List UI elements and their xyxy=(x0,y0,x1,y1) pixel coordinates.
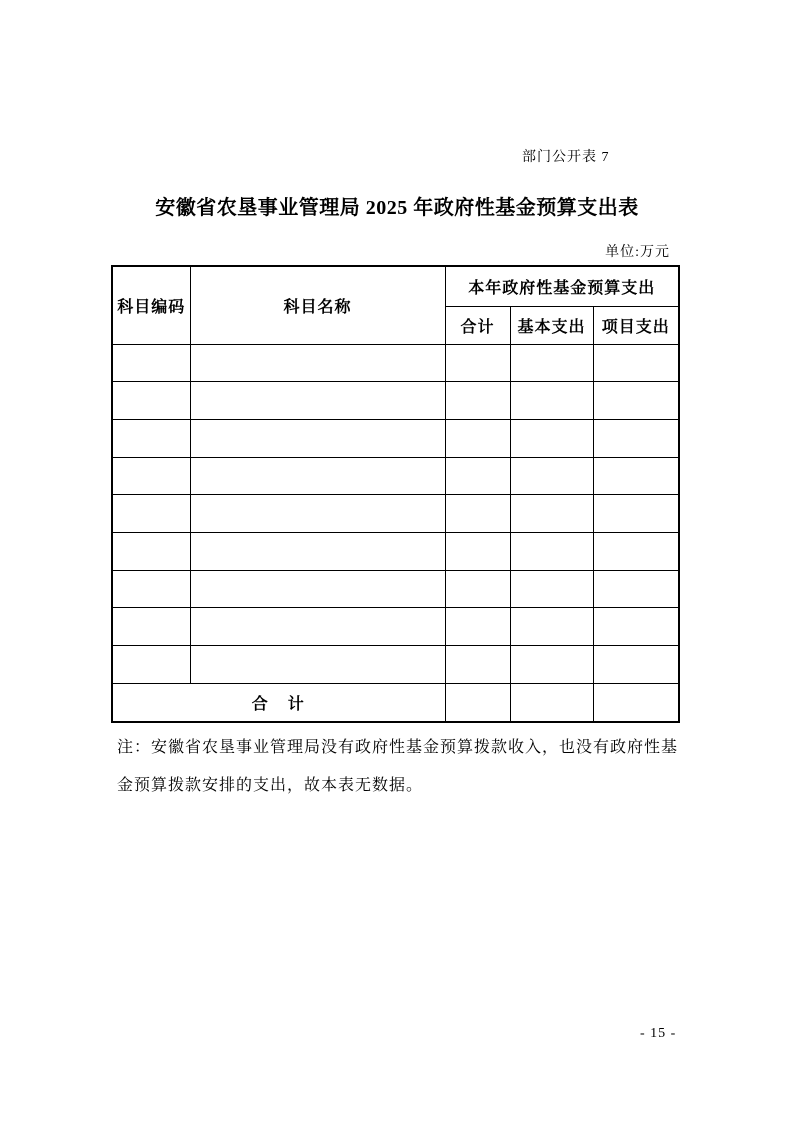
table-header-row xyxy=(112,266,679,306)
table-cell xyxy=(190,532,445,570)
unit-label: 单位:万元 xyxy=(605,245,670,260)
table-cell xyxy=(593,570,679,608)
table-cell xyxy=(445,646,510,684)
table-row xyxy=(112,646,679,684)
table-cell xyxy=(190,457,445,495)
corner-table-label: 部门公开表 7 xyxy=(522,150,610,165)
total-row-label: 合 计 xyxy=(112,683,445,722)
table-cell xyxy=(445,495,510,533)
table-cell xyxy=(510,382,593,420)
page-title: 安徽省农垦事业管理局 2025 年政府性基金预算支出表 xyxy=(155,197,639,219)
table-row xyxy=(112,419,679,457)
table-cell xyxy=(190,608,445,646)
total-row xyxy=(112,683,679,722)
table-row xyxy=(112,344,679,382)
table-cell xyxy=(445,457,510,495)
header-total: 合计 xyxy=(445,306,510,344)
table-cell xyxy=(510,646,593,684)
table-row xyxy=(112,457,679,495)
table-cell xyxy=(445,382,510,420)
header-subject-code: 科目编码 xyxy=(112,266,190,344)
table-cell xyxy=(190,646,445,684)
table-cell xyxy=(445,608,510,646)
table-cell xyxy=(112,419,190,457)
table-cell xyxy=(112,457,190,495)
header-basic-expenditure: 基本支出 xyxy=(510,306,593,344)
table-cell xyxy=(445,344,510,382)
table-cell xyxy=(112,495,190,533)
page-number: - 15 - xyxy=(640,1026,677,1041)
table-cell xyxy=(445,419,510,457)
table-cell xyxy=(190,382,445,420)
table-cell xyxy=(593,646,679,684)
table-cell xyxy=(190,495,445,533)
table-row xyxy=(112,495,679,533)
table-cell xyxy=(510,419,593,457)
table-row xyxy=(112,382,679,420)
table-cell xyxy=(510,608,593,646)
table-cell xyxy=(445,532,510,570)
total-cell-basic xyxy=(510,683,593,722)
table-cell xyxy=(112,608,190,646)
table-cell xyxy=(190,419,445,457)
note-line-2: 金预算拨款安排的支出，故本表无数据。 xyxy=(117,777,424,794)
table-cell xyxy=(112,532,190,570)
table-cell xyxy=(510,570,593,608)
table-cell xyxy=(510,495,593,533)
table-cell xyxy=(112,646,190,684)
table-cell xyxy=(112,382,190,420)
table-row xyxy=(112,532,679,570)
table-cell xyxy=(593,344,679,382)
table-cell xyxy=(510,457,593,495)
table-cell xyxy=(593,495,679,533)
header-fund-expenditure-group: 本年政府性基金预算支出 xyxy=(445,266,679,306)
total-cell-project xyxy=(593,683,679,722)
table-cell xyxy=(112,344,190,382)
note-line-1: 注：安徽省农垦事业管理局没有政府性基金预算拨款收入，也没有政府性基 xyxy=(117,739,679,756)
table-cell xyxy=(510,344,593,382)
table-cell xyxy=(593,419,679,457)
table-cell xyxy=(593,532,679,570)
table-cell xyxy=(112,570,190,608)
table-row xyxy=(112,608,679,646)
table-cell xyxy=(190,570,445,608)
total-cell-total xyxy=(445,683,510,722)
header-project-expenditure: 项目支出 xyxy=(593,306,679,344)
note-text xyxy=(117,729,677,805)
table-body xyxy=(112,344,679,683)
table-cell xyxy=(190,344,445,382)
table-cell xyxy=(445,570,510,608)
table-cell xyxy=(593,382,679,420)
table-row xyxy=(112,570,679,608)
table-cell xyxy=(593,608,679,646)
table-cell xyxy=(593,457,679,495)
table-cell xyxy=(510,532,593,570)
budget-table xyxy=(111,265,680,723)
header-subject-name: 科目名称 xyxy=(190,266,445,344)
